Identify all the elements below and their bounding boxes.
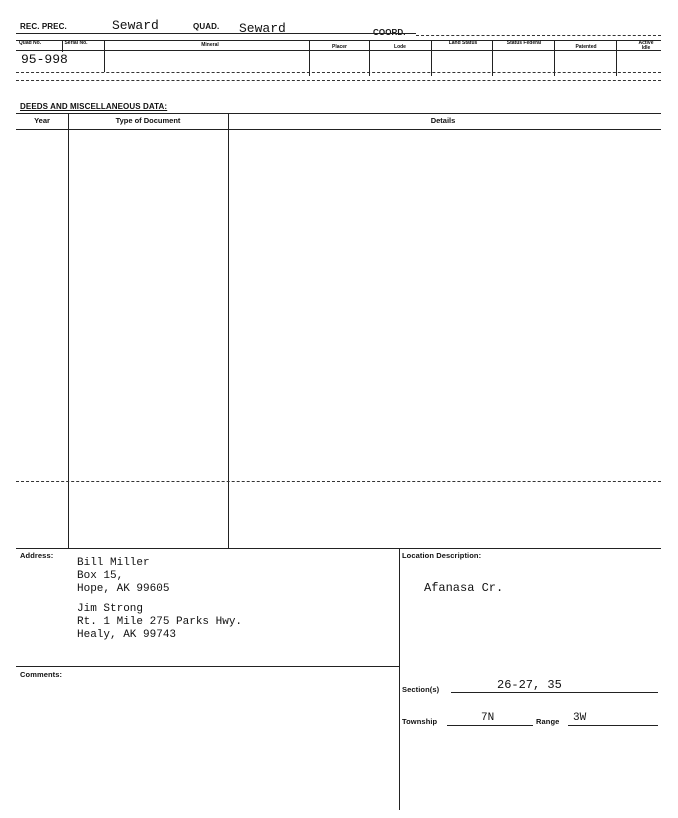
rec-prec-label: REC. PREC.	[20, 22, 67, 31]
patented-label: Patented	[575, 44, 597, 50]
location-value: Afanasa Cr.	[424, 581, 504, 595]
section-value: 26-27, 35	[497, 678, 562, 692]
active-idle-label: Active Idle	[638, 40, 654, 51]
range-label: Range	[536, 717, 560, 726]
section-label: Section(s)	[402, 685, 440, 694]
section-underline	[451, 692, 658, 693]
range-underline	[568, 725, 658, 726]
col-type-header: Type of Document	[115, 116, 181, 125]
type-column-divider	[228, 113, 229, 549]
comments-label: Comments:	[20, 670, 63, 679]
rec-prec-value: Seward	[112, 18, 159, 33]
col-details-header: Details	[430, 116, 456, 125]
mineral-label: Mineral	[201, 42, 219, 48]
lower-divider	[399, 548, 400, 810]
quad-serial-value: 95-998	[21, 52, 68, 67]
location-label: Location Description:	[402, 551, 482, 560]
land-status-label: Land Status	[448, 40, 478, 46]
year-column-divider	[68, 113, 69, 549]
serial-no-label: Serial No.	[64, 40, 88, 46]
quad-label: QUAD.	[193, 22, 220, 31]
table-dashed-separator	[16, 481, 661, 482]
col-year-header: Year	[34, 116, 50, 125]
deeds-section-title: DEEDS AND MISCELLANEOUS DATA:	[20, 102, 168, 111]
quad-value: Seward	[239, 21, 286, 36]
coord-label: COORD.	[373, 28, 406, 37]
township-label: Township	[402, 717, 438, 726]
quad-no-label: Quad No.	[18, 40, 42, 46]
address-line: Hope, AK 99605	[77, 583, 170, 595]
township-value: 7N	[481, 712, 495, 724]
lode-label: Lode	[394, 44, 406, 50]
address-line: Box 15,	[77, 570, 124, 582]
address-line: Bill Miller	[77, 557, 150, 569]
address-line: Healy, AK 99743	[77, 629, 177, 641]
range-value: 3W	[573, 712, 587, 724]
status-federal-label: Status Federal	[506, 40, 542, 46]
address-label: Address:	[20, 551, 54, 560]
placer-label: Placer	[331, 44, 347, 50]
address-line: Rt. 1 Mile 275 Parks Hwy.	[77, 616, 243, 628]
township-underline	[447, 725, 533, 726]
address-line: Jim Strong	[77, 603, 144, 615]
